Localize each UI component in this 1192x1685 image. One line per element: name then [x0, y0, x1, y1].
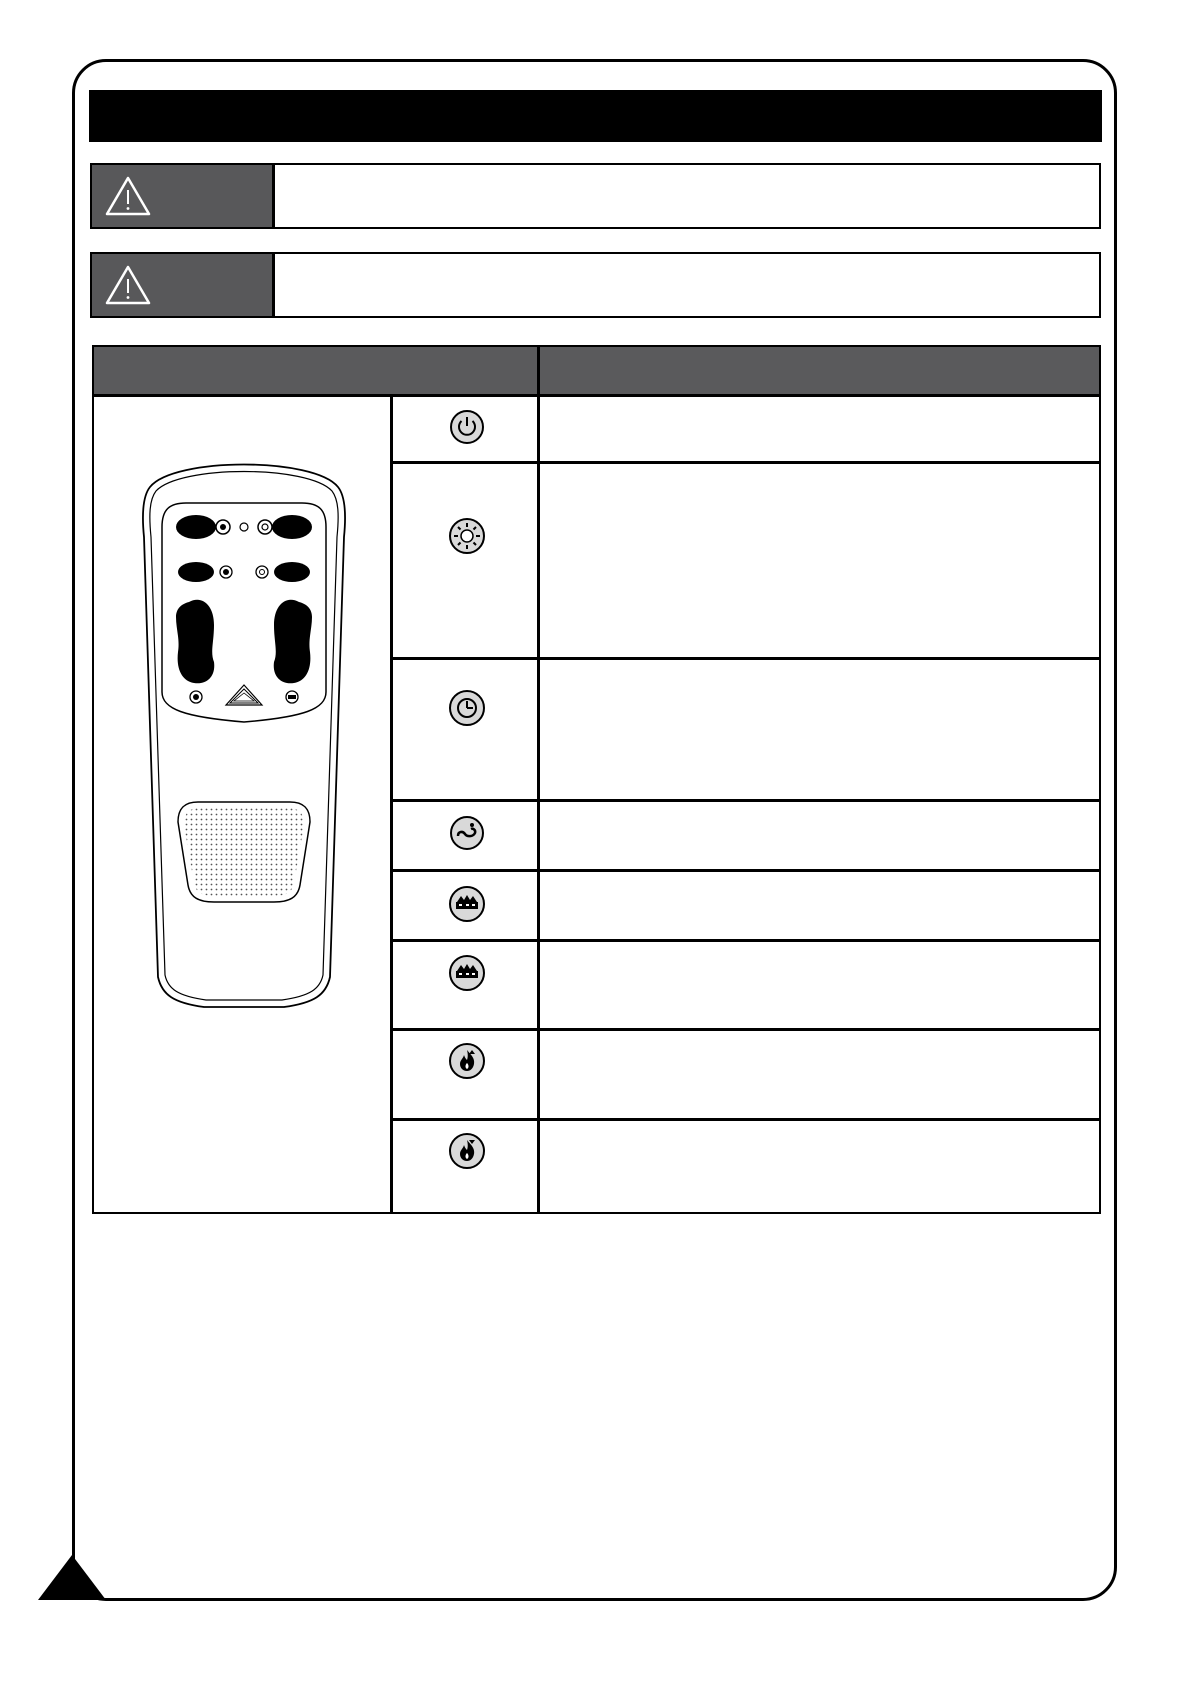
icon-cell: [396, 517, 537, 555]
description-cell: [540, 802, 1099, 869]
notice-label-box: [92, 165, 275, 227]
notice-text: [275, 165, 1099, 227]
function-table: [92, 397, 1101, 1214]
table-header: [92, 345, 1101, 397]
heater-coil-icon: [449, 815, 485, 851]
remote-control-drawing: [134, 447, 354, 1027]
description-cell: [540, 1031, 1099, 1118]
notice-label-box: [92, 254, 275, 316]
log-effect-icon: [448, 885, 486, 923]
log-effect-icon: [448, 954, 486, 992]
caution-notice-2: [90, 252, 1101, 318]
description-cell: [540, 397, 1099, 461]
warning-triangle-icon: [104, 175, 152, 217]
brightness-sun-icon: [448, 517, 486, 555]
caution-notice-1: [90, 163, 1101, 229]
description-cell: [540, 1121, 1099, 1210]
description-cell: [540, 872, 1099, 939]
description-cell: [540, 660, 1099, 799]
warning-triangle-icon: [104, 264, 152, 306]
description-cell: [540, 464, 1099, 657]
remote-control-illustration: [134, 447, 354, 1032]
flame-up-icon: [448, 1042, 486, 1080]
power-button-icon: [449, 409, 485, 445]
icon-cell: [396, 1132, 537, 1170]
icon-cell: [396, 954, 537, 992]
flame-down-icon: [448, 1132, 486, 1170]
icon-cell: [396, 409, 537, 445]
page-corner-triangle: [38, 1555, 106, 1600]
icon-cell: [396, 1042, 537, 1080]
icon-cell: [396, 689, 537, 727]
description-cell: [540, 942, 1099, 1028]
icon-cell: [396, 815, 537, 851]
notice-text: [275, 254, 1099, 316]
column-divider: [390, 397, 393, 1212]
icon-cell: [396, 885, 537, 923]
section-title-bar: [89, 90, 1102, 142]
timer-clock-icon: [448, 689, 486, 727]
header-divider: [537, 347, 540, 394]
